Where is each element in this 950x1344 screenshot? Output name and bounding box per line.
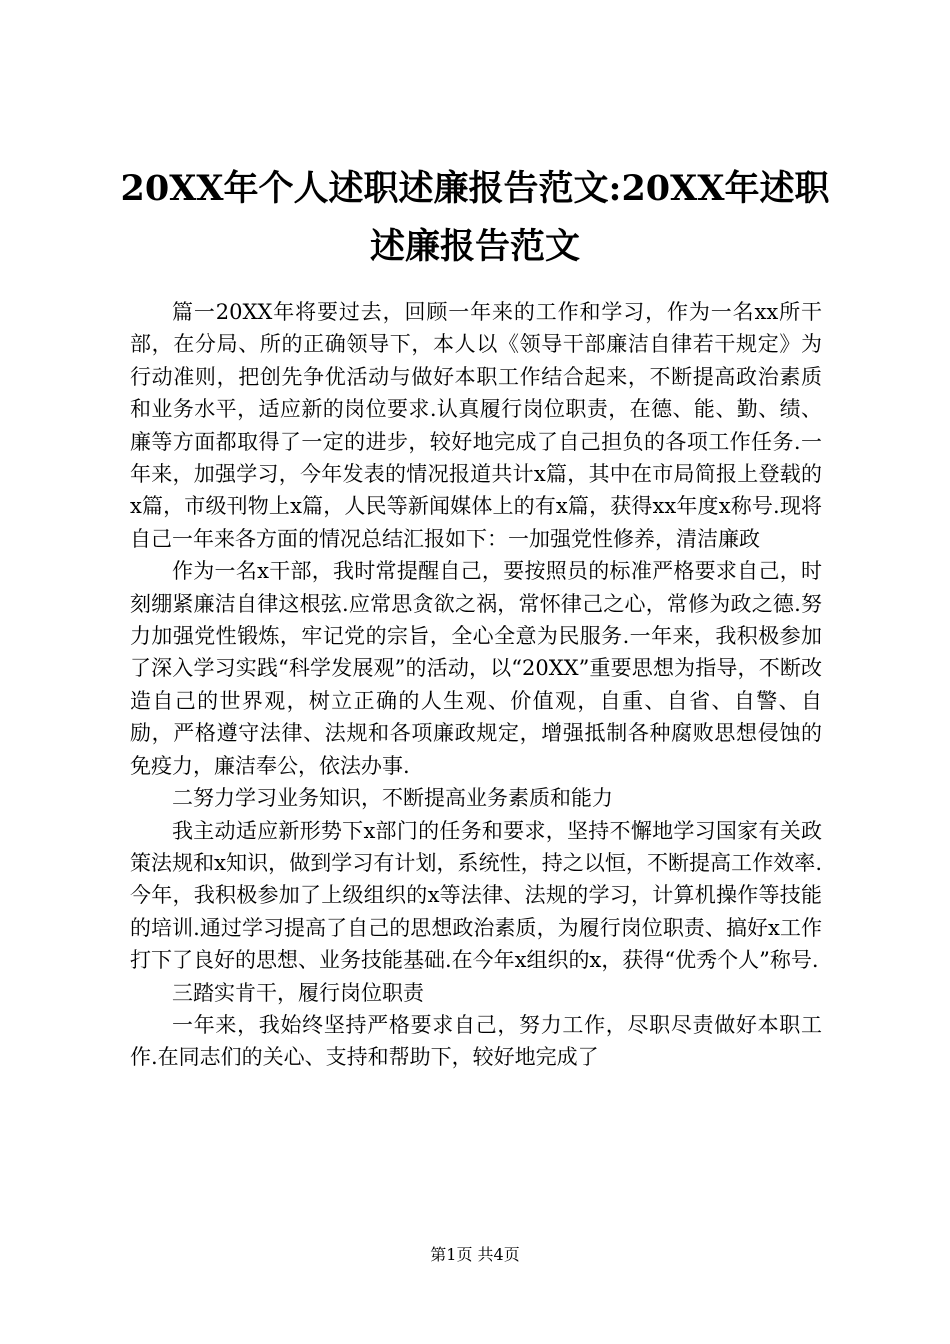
- paragraph-1: 篇一20XX年将要过去，回顾一年来的工作和学习，作为一名xx所干部，在分局、所的正确领导下，本人以《领导干部廉洁自律若干规定》为行动准则，把创先争优活动与做好本职工作结合起来，不断提高政治素质和业务水平，适应新的岗位要求.认真履行岗位职责，在德、能、勤、绩、廉等方面都取得了一定的进步，较好地完成了自己担负的各项工作任务.一年来，加强学习，今年发表的情况报道共计x篇，其中在市局简报上登载的x篇，市级刊物上x篇，人民等新闻媒体上的有x篇，获得xx年度x称号.现将自己一年来各方面的情况总结汇报如下：一加强党性修养，清洁廉政: [130, 300, 822, 551]
- paragraph-2: 作为一名x干部，我时常提醒自己，要按照员的标准严格要求自己，时刻绷紧廉洁自律这根弦.应常思贪欲之祸，常怀律己之心，常修为政之德.努力加强党性锻炼，牢记党的宗旨，全心全意为民服务.一年来，我积极参加了深入学习实践“科学发展观”的活动，以“20XX”重要思想为指导，不断改造自己的世界观，树立正确的人生观、价值观，自重、自省、自警、自励，严格遵守法律、法规和各项廉政规定，增强抵制各种腐败思想侵蚀的免疫力，廉洁奉公，依法办事.: [130, 559, 822, 778]
- paragraph-3: 我主动适应新形势下x部门的任务和要求，坚持不懈地学习国家有关政策法规和x知识，做到学习有计划，系统性，持之以恒，不断提高工作效率.今年，我积极参加了上级组织的x等法律、法规的学习，计算机操作等技能的培训.通过学习提高了自己的思想政治素质，为履行岗位职责、搞好x工作打下了良好的思想、业务技能基础.在今年x组织的x，获得“优秀个人”称号.: [130, 818, 822, 973]
- document-body: [130, 296, 822, 1074]
- document-title: 20XX年个人述职述廉报告范文:20XX年述职述廉报告范文: [120, 168, 830, 267]
- section-heading-3: 三踏实肯干，履行岗位职责: [172, 980, 424, 1005]
- paragraph-4: 一年来，我始终坚持严格要求自己，努力工作，尽职尽责做好本职工作.在同志们的关心、支持和帮助下，较好地完成了: [130, 1012, 822, 1070]
- section-heading-2: 二努力学习业务知识，不断提高业务素质和能力: [172, 786, 613, 811]
- page-number-footer: 第1页 共4页: [430, 1245, 520, 1264]
